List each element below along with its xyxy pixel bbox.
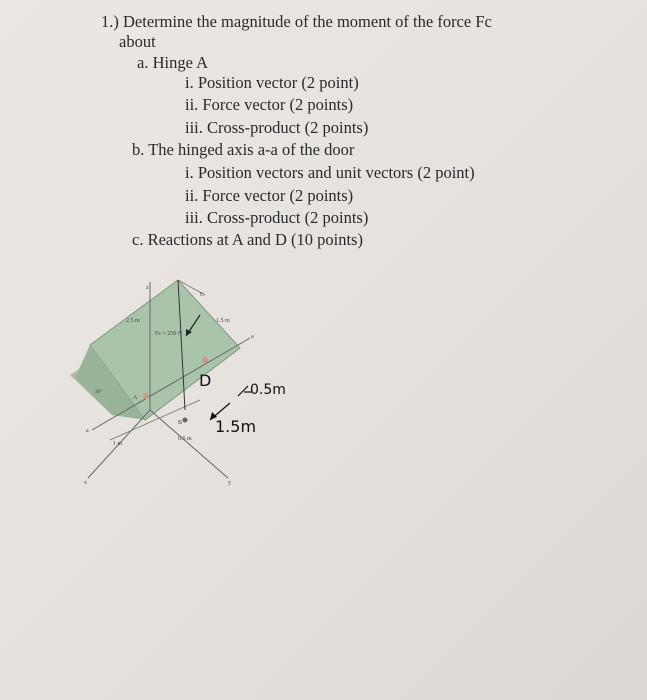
item-c-label: c. Reactions at A and D (10 points) [132,230,363,249]
label-axis-a-upper: a [251,334,254,340]
item-a-sub-2: ii. Force vector (2 points) [185,95,354,114]
label-point-a: A [133,395,138,401]
label-dim-05: 0.5 m [178,436,192,442]
label-axis-a-lower: a [86,428,89,434]
label-point-c: C [200,292,205,298]
label-force: Fc = 250 N [155,331,183,337]
item-b-sub-1: i. Position vectors and unit vectors (2 point) [185,163,475,182]
label-dim-15: 1.5 m [216,318,230,324]
label-angle: 30° [95,390,102,395]
label-axis-y: y [228,480,231,486]
item-a-sub-3: iii. Cross-product (2 points) [185,118,369,137]
question-line-2: about [119,32,156,51]
item-b-label: b. The hinged axis a-a of the door [132,140,355,159]
question-line-1: Determine the magnitude of the moment of the force Fc [123,12,492,31]
label-axis-x: x [84,480,87,486]
problem-number: 1.) [101,12,119,31]
label-axis-z: z [146,285,149,291]
label-dim-1m: 1 m [113,441,123,447]
hinge-a-marker [143,393,149,399]
handwritten-arrow-half [238,386,248,396]
handwritten-one-half-meter: 1.5m [215,417,257,436]
label-dim-25: 2.5 m [126,318,140,324]
handwritten-d: D [199,371,212,390]
item-a-sub-1: i. Position vector (2 point) [185,73,359,92]
hinge-d-marker [202,357,208,363]
item-b-sub-3: iii. Cross-product (2 points) [185,208,369,227]
item-b-sub-2: ii. Force vector (2 points) [185,186,354,205]
point-b-marker [183,418,188,423]
item-a-label: a. Hinge A [137,53,209,72]
handwritten-half-meter: 0.5m [250,382,286,398]
label-point-b: B [178,420,183,426]
